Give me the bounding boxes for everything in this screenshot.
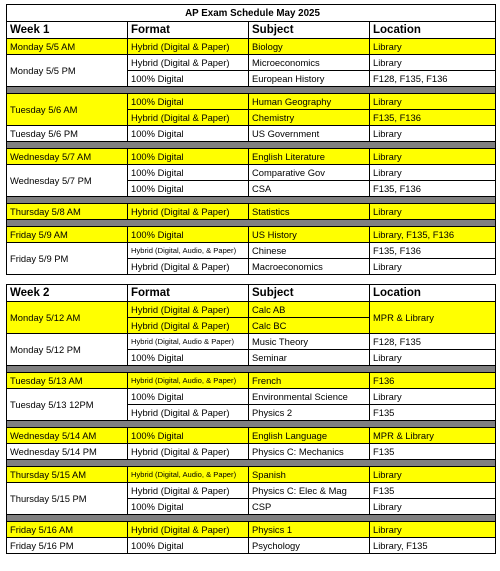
week-header-row <box>7 285 496 302</box>
exam-row <box>7 444 496 460</box>
day-cell: Monday 5/12 PM <box>7 334 128 366</box>
format-cell: Hybrid (Digital, Audio, & Paper) <box>128 373 249 389</box>
separator-row <box>7 220 496 227</box>
week-label: Week 1 <box>7 22 128 39</box>
location-cell: Library <box>370 259 496 275</box>
format-cell: Hybrid (Digital & Paper) <box>128 483 249 499</box>
exam-row <box>7 94 496 110</box>
location-cell: F135, F136 <box>370 243 496 259</box>
subject-cell: Biology <box>249 39 370 55</box>
day-cell: Monday 5/12 AM <box>7 302 128 334</box>
format-cell: 100% Digital <box>128 71 249 87</box>
day-cell: Tuesday 5/13 AM <box>7 373 128 389</box>
subject-cell: English Language <box>249 428 370 444</box>
format-cell: 100% Digital <box>128 227 249 243</box>
subject-cell: US History <box>249 227 370 243</box>
separator-row <box>7 460 496 467</box>
location-cell: F135, F136 <box>370 110 496 126</box>
week-spacer <box>7 275 496 285</box>
exam-row <box>7 389 496 405</box>
format-cell: 100% Digital <box>128 181 249 197</box>
location-cell: F136 <box>370 373 496 389</box>
format-cell: 100% Digital <box>128 428 249 444</box>
subject-cell: French <box>249 373 370 389</box>
day-cell: Wednesday 5/7 PM <box>7 165 128 197</box>
exam-row <box>7 39 496 55</box>
format-cell: Hybrid (Digital & Paper) <box>128 55 249 71</box>
subject-cell: Calc AB <box>249 302 370 318</box>
day-cell: Monday 5/5 PM <box>7 55 128 87</box>
week-label: Week 2 <box>7 285 128 302</box>
location-cell: Library <box>370 522 496 538</box>
location-cell: Library <box>370 126 496 142</box>
subject-cell: CSP <box>249 499 370 515</box>
exam-row <box>7 55 496 71</box>
separator-row <box>7 142 496 149</box>
separator <box>7 142 496 149</box>
subject-cell: English Literature <box>249 149 370 165</box>
exam-row <box>7 373 496 389</box>
subject-cell: Chemistry <box>249 110 370 126</box>
separator <box>7 197 496 204</box>
day-cell: Thursday 5/15 PM <box>7 483 128 515</box>
day-cell: Thursday 5/8 AM <box>7 204 128 220</box>
day-cell: Tuesday 5/6 PM <box>7 126 128 142</box>
subject-cell: Physics C: Elec & Mag <box>249 483 370 499</box>
exam-row <box>7 227 496 243</box>
format-cell: 100% Digital <box>128 350 249 366</box>
day-cell: Thursday 5/15 AM <box>7 467 128 483</box>
subject-cell: Human Geography <box>249 94 370 110</box>
format-cell: Hybrid (Digital & Paper) <box>128 444 249 460</box>
location-cell: F135 <box>370 483 496 499</box>
location-cell: F128, F135 <box>370 334 496 350</box>
separator <box>7 366 496 373</box>
exam-row <box>7 334 496 350</box>
subject-cell: Chinese <box>249 243 370 259</box>
exam-schedule-table <box>6 4 496 554</box>
location-cell: Library <box>370 499 496 515</box>
separator <box>7 421 496 428</box>
exam-row <box>7 204 496 220</box>
title-row <box>7 5 496 22</box>
format-cell: Hybrid (Digital & Paper) <box>128 405 249 421</box>
separator-row <box>7 421 496 428</box>
location-cell: MPR & Library <box>370 428 496 444</box>
format-cell: 100% Digital <box>128 499 249 515</box>
day-cell: Friday 5/16 PM <box>7 538 128 554</box>
day-cell: Wednesday 5/14 AM <box>7 428 128 444</box>
format-cell: Hybrid (Digital & Paper) <box>128 318 249 334</box>
location-cell: F135 <box>370 444 496 460</box>
format-cell: Hybrid (Digital & Paper) <box>128 39 249 55</box>
exam-row <box>7 467 496 483</box>
day-cell: Monday 5/5 AM <box>7 39 128 55</box>
location-cell: Library <box>370 467 496 483</box>
format-cell: 100% Digital <box>128 94 249 110</box>
day-cell: Friday 5/9 AM <box>7 227 128 243</box>
location-cell: Library <box>370 39 496 55</box>
header-subject: Subject <box>249 285 370 302</box>
format-cell: 100% Digital <box>128 149 249 165</box>
day-cell: Friday 5/9 PM <box>7 243 128 275</box>
exam-row <box>7 165 496 181</box>
separator <box>7 515 496 522</box>
exam-row <box>7 538 496 554</box>
separator <box>7 460 496 467</box>
format-cell: 100% Digital <box>128 389 249 405</box>
header-format: Format <box>128 22 249 39</box>
exam-row <box>7 302 496 318</box>
subject-cell: CSA <box>249 181 370 197</box>
subject-cell: Calc BC <box>249 318 370 334</box>
format-cell: Hybrid (Digital & Paper) <box>128 259 249 275</box>
week-header-row <box>7 22 496 39</box>
header-subject: Subject <box>249 22 370 39</box>
location-cell: F135 <box>370 405 496 421</box>
location-cell: Library, F135 <box>370 538 496 554</box>
location-cell: Library, F135, F136 <box>370 227 496 243</box>
location-cell: MPR & Library <box>370 302 496 334</box>
location-cell: F135, F136 <box>370 181 496 197</box>
subject-cell: Comparative Gov <box>249 165 370 181</box>
subject-cell: Psychology <box>249 538 370 554</box>
separator-row <box>7 515 496 522</box>
format-cell: 100% Digital <box>128 538 249 554</box>
format-cell: Hybrid (Digital & Paper) <box>128 522 249 538</box>
format-cell: 100% Digital <box>128 126 249 142</box>
location-cell: Library <box>370 350 496 366</box>
location-cell: Library <box>370 165 496 181</box>
exam-row <box>7 483 496 499</box>
subject-cell: Macroeconomics <box>249 259 370 275</box>
exam-row <box>7 522 496 538</box>
exam-row <box>7 243 496 259</box>
location-cell: F128, F135, F136 <box>370 71 496 87</box>
day-cell: Tuesday 5/6 AM <box>7 94 128 126</box>
separator <box>7 87 496 94</box>
subject-cell: Microeconomics <box>249 55 370 71</box>
format-cell: Hybrid (Digital, Audio, & Paper) <box>128 243 249 259</box>
day-cell: Wednesday 5/14 PM <box>7 444 128 460</box>
separator-row <box>7 366 496 373</box>
day-cell: Friday 5/16 AM <box>7 522 128 538</box>
week-spacer-row <box>7 275 496 285</box>
subject-cell: Statistics <box>249 204 370 220</box>
subject-cell: Physics 2 <box>249 405 370 421</box>
subject-cell: Physics C: Mechanics <box>249 444 370 460</box>
location-cell: Library <box>370 55 496 71</box>
subject-cell: Environmental Science <box>249 389 370 405</box>
format-cell: Hybrid (Digital, Audio & Paper) <box>128 334 249 350</box>
header-location: Location <box>370 285 496 302</box>
exam-row <box>7 126 496 142</box>
day-cell: Tuesday 5/13 12PM <box>7 389 128 421</box>
subject-cell: Seminar <box>249 350 370 366</box>
schedule-title: AP Exam Schedule May 2025 <box>7 5 496 22</box>
subject-cell: Physics 1 <box>249 522 370 538</box>
subject-cell: Spanish <box>249 467 370 483</box>
separator <box>7 220 496 227</box>
header-location: Location <box>370 22 496 39</box>
day-cell: Wednesday 5/7 AM <box>7 149 128 165</box>
format-cell: 100% Digital <box>128 165 249 181</box>
header-format: Format <box>128 285 249 302</box>
exam-row <box>7 428 496 444</box>
location-cell: Library <box>370 149 496 165</box>
exam-row <box>7 149 496 165</box>
location-cell: Library <box>370 204 496 220</box>
subject-cell: European History <box>249 71 370 87</box>
separator-row <box>7 197 496 204</box>
location-cell: Library <box>370 389 496 405</box>
subject-cell: US Government <box>249 126 370 142</box>
subject-cell: Music Theory <box>249 334 370 350</box>
format-cell: Hybrid (Digital, Audio, & Paper) <box>128 467 249 483</box>
format-cell: Hybrid (Digital & Paper) <box>128 204 249 220</box>
separator-row <box>7 87 496 94</box>
format-cell: Hybrid (Digital & Paper) <box>128 110 249 126</box>
location-cell: Library <box>370 94 496 110</box>
format-cell: Hybrid (Digital & Paper) <box>128 302 249 318</box>
